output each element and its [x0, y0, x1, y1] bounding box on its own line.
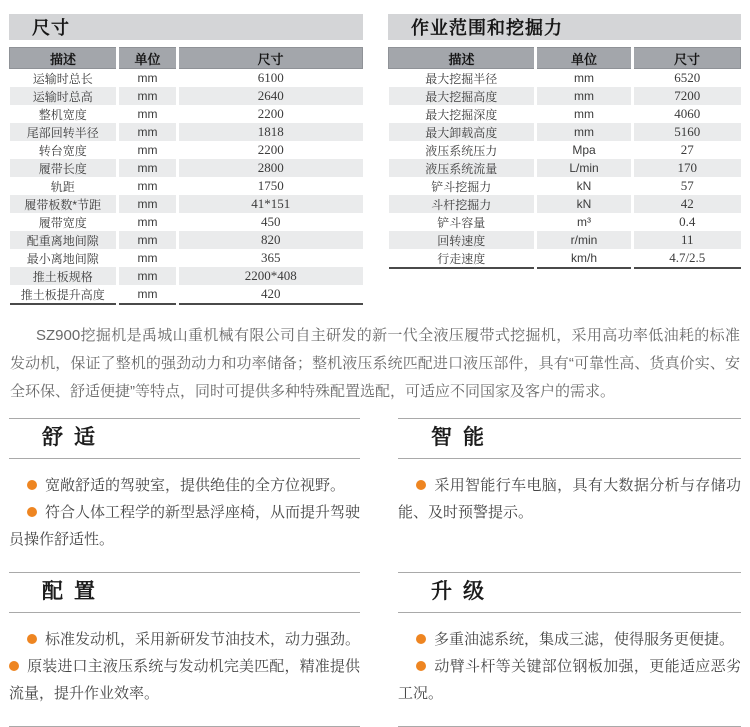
- feature-title: 升级: [431, 580, 495, 603]
- spec-description-cell: 履带板数*节距: [10, 195, 118, 213]
- spec-description-cell: 回转速度: [389, 231, 536, 249]
- spec-unit-cell: mm: [118, 177, 178, 195]
- spec-description-cell: 最大挖掘深度: [425, 107, 498, 122]
- table-row: [10, 159, 363, 177]
- table-row: [389, 195, 741, 213]
- spec-unit-cell: mm: [118, 285, 178, 304]
- spec-unit-cell: kN: [536, 177, 633, 195]
- spec-description-cell: 液压系统流量: [389, 159, 536, 177]
- spec-description-cell: 整机宽度: [38, 107, 87, 122]
- spec-unit-cell: mm: [536, 69, 633, 88]
- feature-item-text: 采用智能行车电脑，具有大数据分析与存储功能、及时预警提示。: [398, 477, 741, 521]
- feature-body: [9, 459, 360, 572]
- spec-unit-cell: mm: [118, 195, 178, 213]
- feature-item: [9, 499, 360, 553]
- spec-unit-cell: mm: [118, 123, 178, 141]
- spec-description-cell: 运输时总高: [10, 87, 118, 105]
- spec-description-cell: 铲斗容量: [437, 215, 486, 230]
- spec-value-cell: 820: [178, 231, 363, 249]
- table-row: [389, 231, 741, 249]
- spec-value-cell: 0.4: [633, 213, 741, 231]
- spec-description-cell: 斗杆挖掘力: [389, 195, 536, 213]
- feature-title: 舒适: [42, 426, 106, 449]
- spec-value-cell: 450: [178, 213, 363, 231]
- spec-value-cell: 1750: [178, 177, 363, 195]
- table-row: [10, 213, 363, 231]
- table-row: [10, 267, 363, 285]
- bullet-icon: [416, 480, 426, 490]
- feature-item-text: 原装进口主液压系统与发动机完美匹配，精准提供流量，提升作业效率。: [9, 658, 360, 702]
- spec-value-cell: 4.7/2.5: [633, 249, 741, 268]
- bullet-icon: [416, 634, 426, 644]
- table-row: [10, 231, 363, 249]
- spec-description-cell: 最大挖掘高度: [389, 87, 536, 105]
- spec-unit-cell: Mpa: [536, 141, 633, 159]
- spec-value-cell: 365: [178, 249, 363, 267]
- feature-section-intelligent: [398, 418, 741, 572]
- spec-description-cell: 行走速度: [437, 251, 486, 266]
- column-header: 描述: [389, 48, 536, 69]
- spec-description-cell: 最大挖掘半径: [425, 71, 498, 86]
- feature-section-configuration: [9, 572, 360, 727]
- column-header: 单位: [536, 48, 633, 69]
- table-header-row: [10, 48, 363, 69]
- table-header-row: [389, 48, 741, 69]
- spec-unit-cell: mm: [536, 87, 633, 105]
- bullet-icon: [9, 661, 19, 671]
- spec-description-cell: 最大卸载高度: [389, 123, 536, 141]
- spec-unit-cell: mm: [536, 105, 633, 123]
- spec-value-cell: 2800: [178, 159, 363, 177]
- working-range-title: 作业范围和挖掘力: [411, 18, 563, 38]
- table-row: [10, 141, 363, 159]
- bullet-icon: [27, 507, 37, 517]
- dimensions-title: 尺寸: [32, 18, 70, 38]
- spec-value-cell: 42: [633, 195, 741, 213]
- feature-item-text: 宽敞舒适的驾驶室，提供绝佳的全方位视野。: [45, 477, 346, 494]
- spec-value-cell: 420: [178, 285, 363, 304]
- table-row: [389, 123, 741, 141]
- spec-description-cell: 最小离地间隙: [26, 251, 99, 266]
- spec-description-cell: 铲斗挖掘力: [431, 179, 492, 194]
- column-header: 尺寸: [633, 48, 741, 69]
- table-row: [10, 105, 363, 123]
- spec-description-cell: 履带长度: [10, 159, 118, 177]
- spec-unit-cell: mm: [536, 123, 633, 141]
- spec-unit-cell: mm: [118, 213, 178, 231]
- spec-value-cell: 4060: [633, 105, 741, 123]
- column-header: 单位: [118, 48, 178, 69]
- table-row: [10, 87, 363, 105]
- feature-heading: [9, 572, 360, 613]
- table-row: [389, 141, 741, 159]
- dimensions-section: [9, 14, 363, 305]
- feature-item: [9, 472, 360, 499]
- bullet-icon: [27, 634, 37, 644]
- spec-unit-cell: mm: [118, 141, 178, 159]
- feature-heading: [398, 418, 741, 459]
- table-row: [10, 285, 363, 304]
- feature-item-text: 标准发动机，采用新研发节油技术，动力强劲。: [45, 631, 361, 648]
- spec-description-cell: 推土板规格: [10, 267, 118, 285]
- table-row: [10, 69, 363, 88]
- spec-unit-cell: mm: [118, 105, 178, 123]
- spec-description-cell: 履带宽度: [38, 215, 87, 230]
- feature-item-text: 符合人体工程学的新型悬浮座椅，从而提升驾驶员操作舒适性。: [9, 504, 361, 548]
- spec-description-cell: 运输时总长: [32, 71, 93, 86]
- spec-value-cell: 2640: [178, 87, 363, 105]
- spec-value-cell: 2200: [178, 105, 363, 123]
- spec-description-cell: 尾部回转半径: [10, 123, 118, 141]
- spec-description-cell: 液压系统压力: [425, 143, 498, 158]
- spec-unit-cell: r/min: [536, 231, 633, 249]
- spec-value-cell: 6100: [178, 69, 363, 88]
- table-row: [389, 249, 741, 268]
- spec-unit-cell: mm: [118, 69, 178, 88]
- table-row: [389, 213, 741, 231]
- working-range-table: [388, 47, 741, 269]
- working-range-title-bar: [388, 14, 741, 40]
- spec-description-cell: 配重离地间隙: [10, 231, 118, 249]
- spec-value-cell: 7200: [633, 87, 741, 105]
- table-row: [10, 177, 363, 195]
- feature-item: [398, 472, 741, 526]
- spec-tables-row: [0, 0, 750, 305]
- feature-section-upgrade: [398, 572, 741, 727]
- feature-title: 智能: [431, 426, 495, 449]
- spec-unit-cell: mm: [118, 249, 178, 267]
- bullet-icon: [27, 480, 37, 490]
- column-header: 描述: [10, 48, 118, 69]
- spec-value-cell: 11: [633, 231, 741, 249]
- spec-unit-cell: L/min: [536, 159, 633, 177]
- working-range-section: [388, 14, 741, 269]
- table-row: [10, 249, 363, 267]
- spec-value-cell: 5160: [633, 123, 741, 141]
- spec-value-cell: 57: [633, 177, 741, 195]
- spec-unit-cell: mm: [118, 159, 178, 177]
- table-row: [389, 69, 741, 88]
- feature-grid: [9, 418, 750, 727]
- spec-value-cell: 1818: [178, 123, 363, 141]
- spec-value-cell: 41*151: [178, 195, 363, 213]
- table-row: [10, 195, 363, 213]
- spec-description-cell: 推土板提升高度: [20, 287, 105, 302]
- feature-body: [398, 613, 741, 726]
- spec-value-cell: 170: [633, 159, 741, 177]
- feature-section-comfort: [9, 418, 360, 572]
- dimensions-title-bar: [9, 14, 363, 40]
- spec-description-cell: 轨距: [50, 179, 75, 194]
- feature-item: [398, 653, 741, 707]
- spec-value-cell: 2200*408: [178, 267, 363, 285]
- feature-item-text: 动臂斗杆等关键部位钢板加强，更能适应恶劣工况。: [398, 658, 741, 702]
- spec-unit-cell: mm: [118, 231, 178, 249]
- bullet-icon: [416, 661, 426, 671]
- spec-unit-cell: mm: [118, 267, 178, 285]
- spec-value-cell: 27: [633, 141, 741, 159]
- spec-description-cell: 转台宽度: [38, 143, 87, 158]
- product-description: SZ900挖掘机是禹城山重机械有限公司自主研发的新一代全液压履带式挖掘机，采用高功率低油耗的标准发动机，保证了整机的强劲动力和功率储备；整机液压系统匹配进口液压部件，具有“可靠性高、货真价实、安全环保、舒适便捷”等特点，同时可提供多种特殊配置选配，可适应不同国家及客户的需求。: [10, 327, 740, 400]
- table-row: [10, 123, 363, 141]
- column-header: 尺寸: [178, 48, 363, 69]
- spec-unit-cell: mm: [118, 87, 178, 105]
- table-row: [389, 105, 741, 123]
- feature-heading: [9, 418, 360, 459]
- table-row: [389, 87, 741, 105]
- spec-unit-cell: m³: [536, 213, 633, 231]
- spec-value-cell: 6520: [633, 69, 741, 88]
- feature-item-text: 多重油滤系统，集成三滤，使得服务更便捷。: [434, 631, 735, 648]
- dimensions-table: [9, 47, 363, 305]
- feature-title: 配置: [42, 580, 106, 603]
- spec-value-cell: 2200: [178, 141, 363, 159]
- spec-unit-cell: kN: [536, 195, 633, 213]
- feature-body: [398, 459, 741, 572]
- feature-item: [9, 626, 360, 707]
- feature-body: [9, 613, 360, 726]
- spec-unit-cell: km/h: [536, 249, 633, 268]
- feature-item: [398, 626, 741, 653]
- table-row: [389, 177, 741, 195]
- table-row: [389, 159, 741, 177]
- feature-heading: [398, 572, 741, 613]
